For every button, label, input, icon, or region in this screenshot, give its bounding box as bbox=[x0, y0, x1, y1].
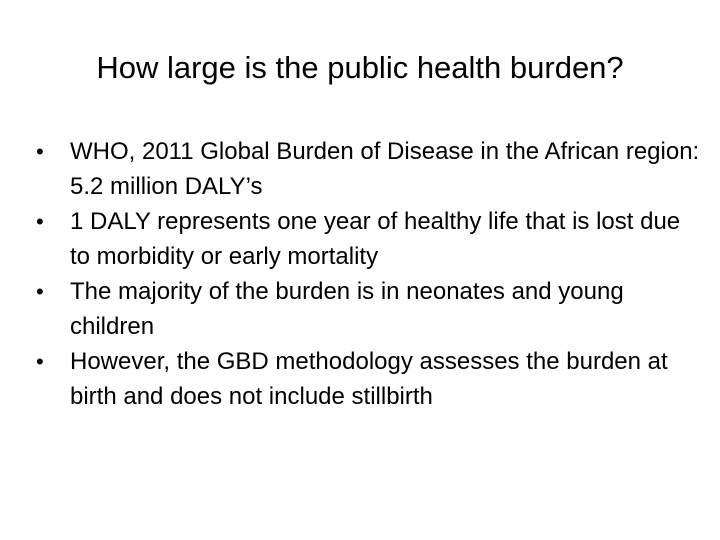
bullet-icon: • bbox=[36, 139, 44, 164]
bullet-icon: • bbox=[36, 209, 44, 234]
bullet-text: 1 DALY represents one year of healthy life that is lost due to morbidity or early mortality bbox=[70, 208, 681, 270]
bullet-text: However, the GBD methodology assesses the burden at birth and does not include stillbirth bbox=[70, 348, 668, 410]
bullet-icon: • bbox=[36, 349, 44, 374]
bullet-text: The majority of the burden is in neonates and young children bbox=[70, 278, 624, 340]
bullet-item bbox=[36, 344, 706, 414]
slide-title: How large is the public health burden? bbox=[96, 50, 624, 85]
bullet-text: WHO, 2011 Global Burden of Disease in the African region: 5.2 million DALY’s bbox=[70, 138, 700, 200]
bullet-icon: • bbox=[36, 279, 44, 304]
bullet-item bbox=[36, 134, 706, 204]
bullet-item bbox=[36, 274, 706, 344]
bullet-list bbox=[36, 134, 706, 414]
bullet-item bbox=[36, 204, 706, 274]
